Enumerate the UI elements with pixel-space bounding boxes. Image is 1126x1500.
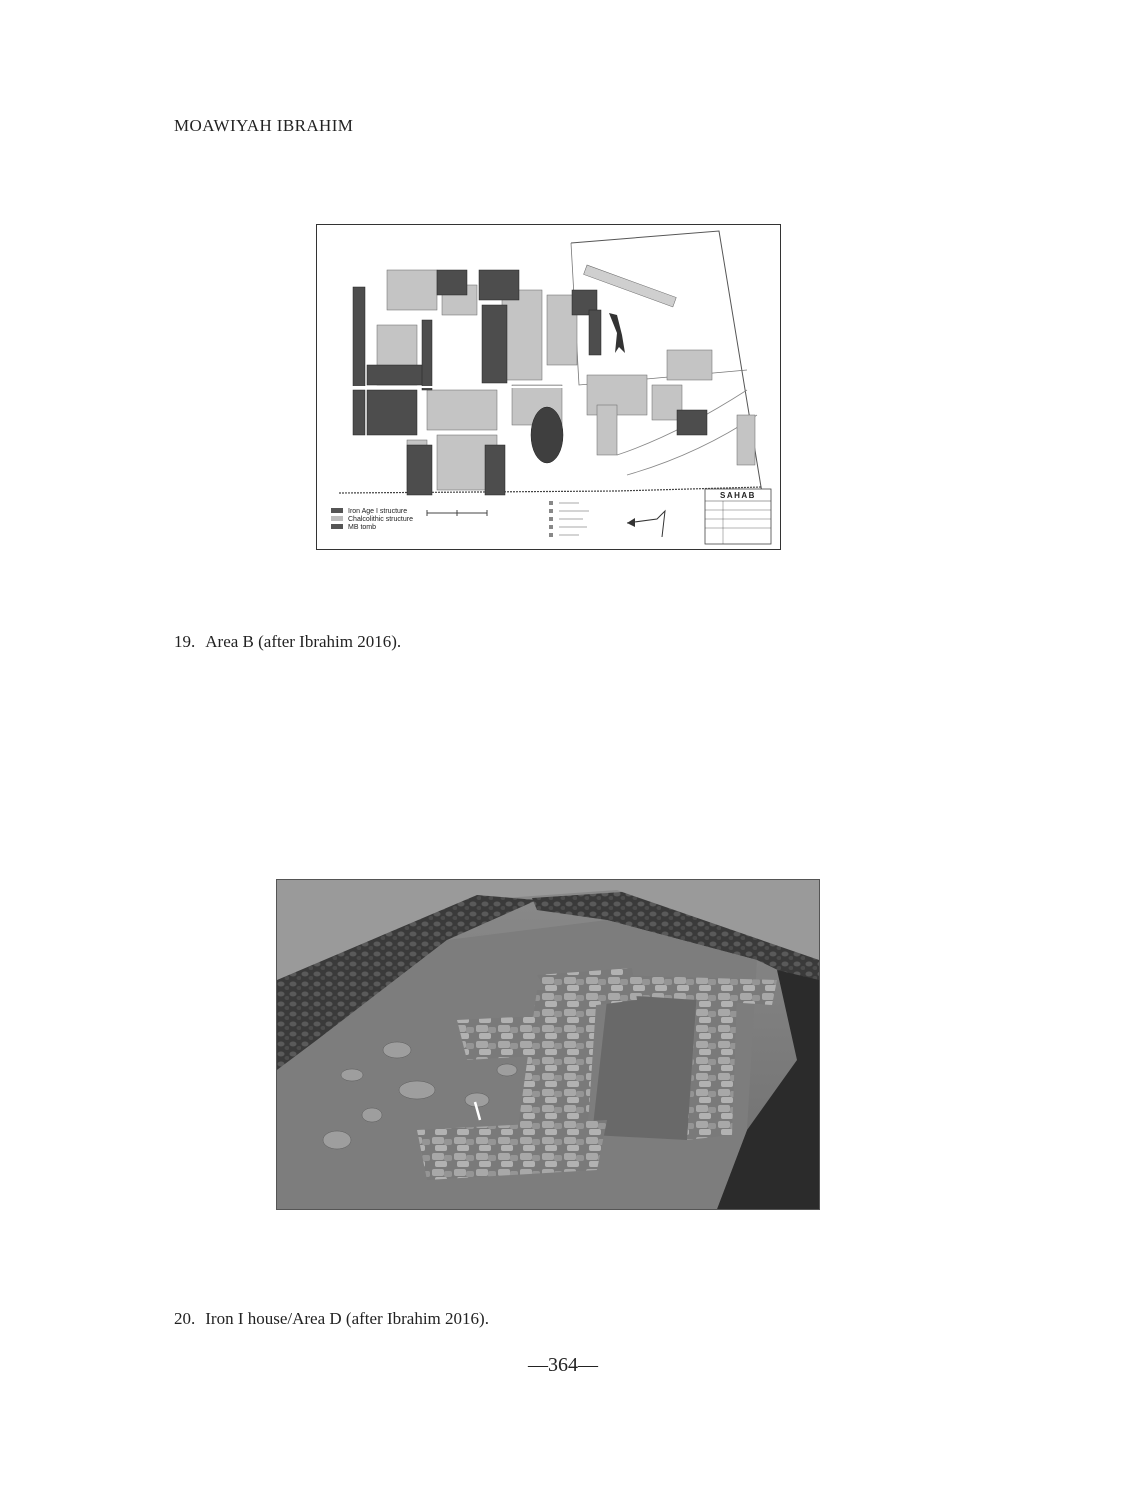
figure-19-number: 19. xyxy=(174,632,196,651)
running-head: MOAWIYAH IBRAHIM xyxy=(174,116,354,135)
figure-20-number: 20. xyxy=(174,1309,196,1328)
figure-19-caption-text: Area B (after Ibrahim 2016). xyxy=(205,632,402,651)
legend-swatch-iron-age xyxy=(331,508,343,513)
legend-label-iron-age: Iron Age I structure xyxy=(348,508,408,515)
legend-label-chalcolithic: Chalcolithic structure xyxy=(348,516,413,523)
figure-19-site-plan xyxy=(316,224,781,550)
title-block xyxy=(705,489,771,544)
figure-19-caption xyxy=(174,632,401,652)
page-number: —364— xyxy=(528,1354,598,1376)
title-block-title: SAHAB xyxy=(720,491,756,500)
figure-20-photograph xyxy=(276,879,820,1210)
figure-20-caption-text: Iron I house/Area D (after Ibrahim 2016). xyxy=(205,1309,489,1328)
figure-20-caption xyxy=(174,1309,489,1329)
legend-label-mb-tomb: MB tomb xyxy=(348,524,377,531)
excavation-photo xyxy=(277,880,819,1209)
legend-swatch-chalcolithic xyxy=(331,516,343,521)
legend-swatch-mb-tomb xyxy=(331,524,343,529)
site-plan-drawing xyxy=(317,225,780,549)
